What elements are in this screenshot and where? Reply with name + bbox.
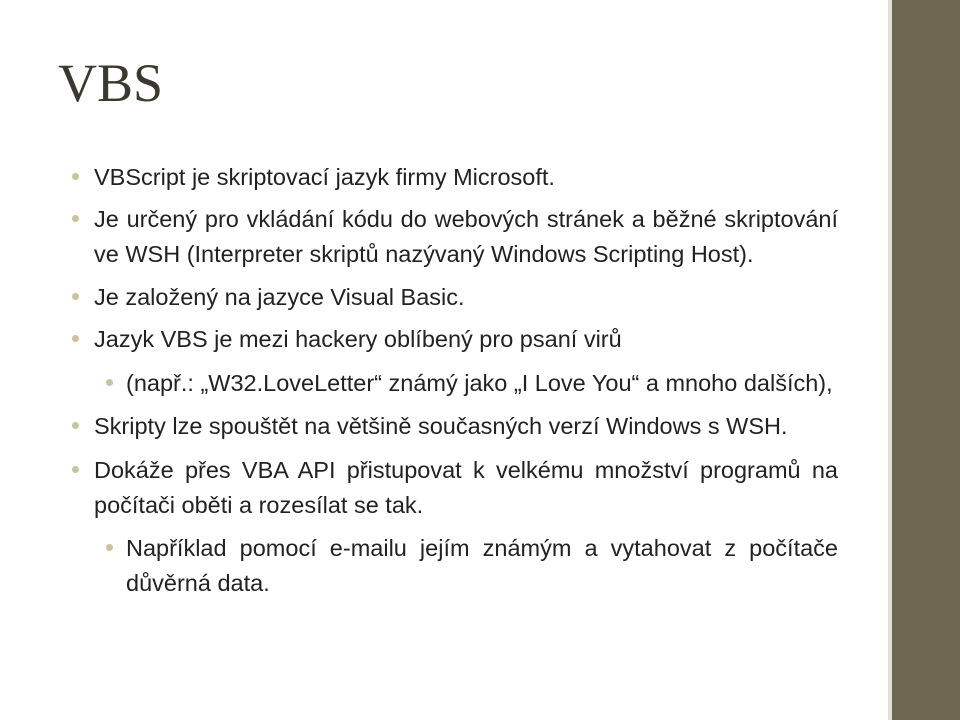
bullet-item xyxy=(72,280,838,315)
bullet-text: Je určený pro vkládání kódu do webových stránek a běžné skriptování ve WSH (Interpreter skriptů nazývaný Windows Scripting Host). xyxy=(94,206,838,267)
bullet-text: Jazyk VBS je mezi hackery oblíbený pro psaní virů xyxy=(94,326,622,352)
bullet-dot-icon xyxy=(72,422,79,429)
bullet-dot-icon xyxy=(106,544,113,551)
side-accent-band xyxy=(892,0,960,720)
bullet-dot-icon xyxy=(72,466,79,473)
bullet-item xyxy=(72,322,838,357)
bullet-item xyxy=(72,202,838,272)
bullet-item xyxy=(72,409,838,444)
sub-bullet-item xyxy=(72,366,838,401)
bullet-text: Skripty lze spouštět na většině současných verzí Windows s WSH. xyxy=(94,413,788,439)
sub-bullet-item xyxy=(72,531,838,601)
bullet-text: Dokáže přes VBA API přistupovat k velkému množství programů na počítači oběti a rozesílat se tak. xyxy=(94,457,838,518)
bullet-dot-icon xyxy=(72,215,79,222)
bullet-text: Například pomocí e-mailu jejím známým a vytahovat z počítače důvěrná data. xyxy=(126,535,838,596)
bullet-dot-icon xyxy=(72,293,79,300)
slide-title: VBS xyxy=(58,53,164,113)
bullet-text: VBScript je skriptovací jazyk firmy Microsoft. xyxy=(94,164,555,190)
bullet-text: Je založený na jazyce Visual Basic. xyxy=(94,284,465,310)
bullet-item xyxy=(72,160,838,195)
bullet-dot-icon xyxy=(106,379,113,386)
bullet-text: (např.: „W32.LoveLetter“ známý jako „I Love You“ a mnoho dalších), xyxy=(126,370,833,396)
bullet-dot-icon xyxy=(72,335,79,342)
bullet-item xyxy=(72,453,838,523)
bullet-list xyxy=(72,160,838,601)
bullet-dot-icon xyxy=(72,173,79,180)
